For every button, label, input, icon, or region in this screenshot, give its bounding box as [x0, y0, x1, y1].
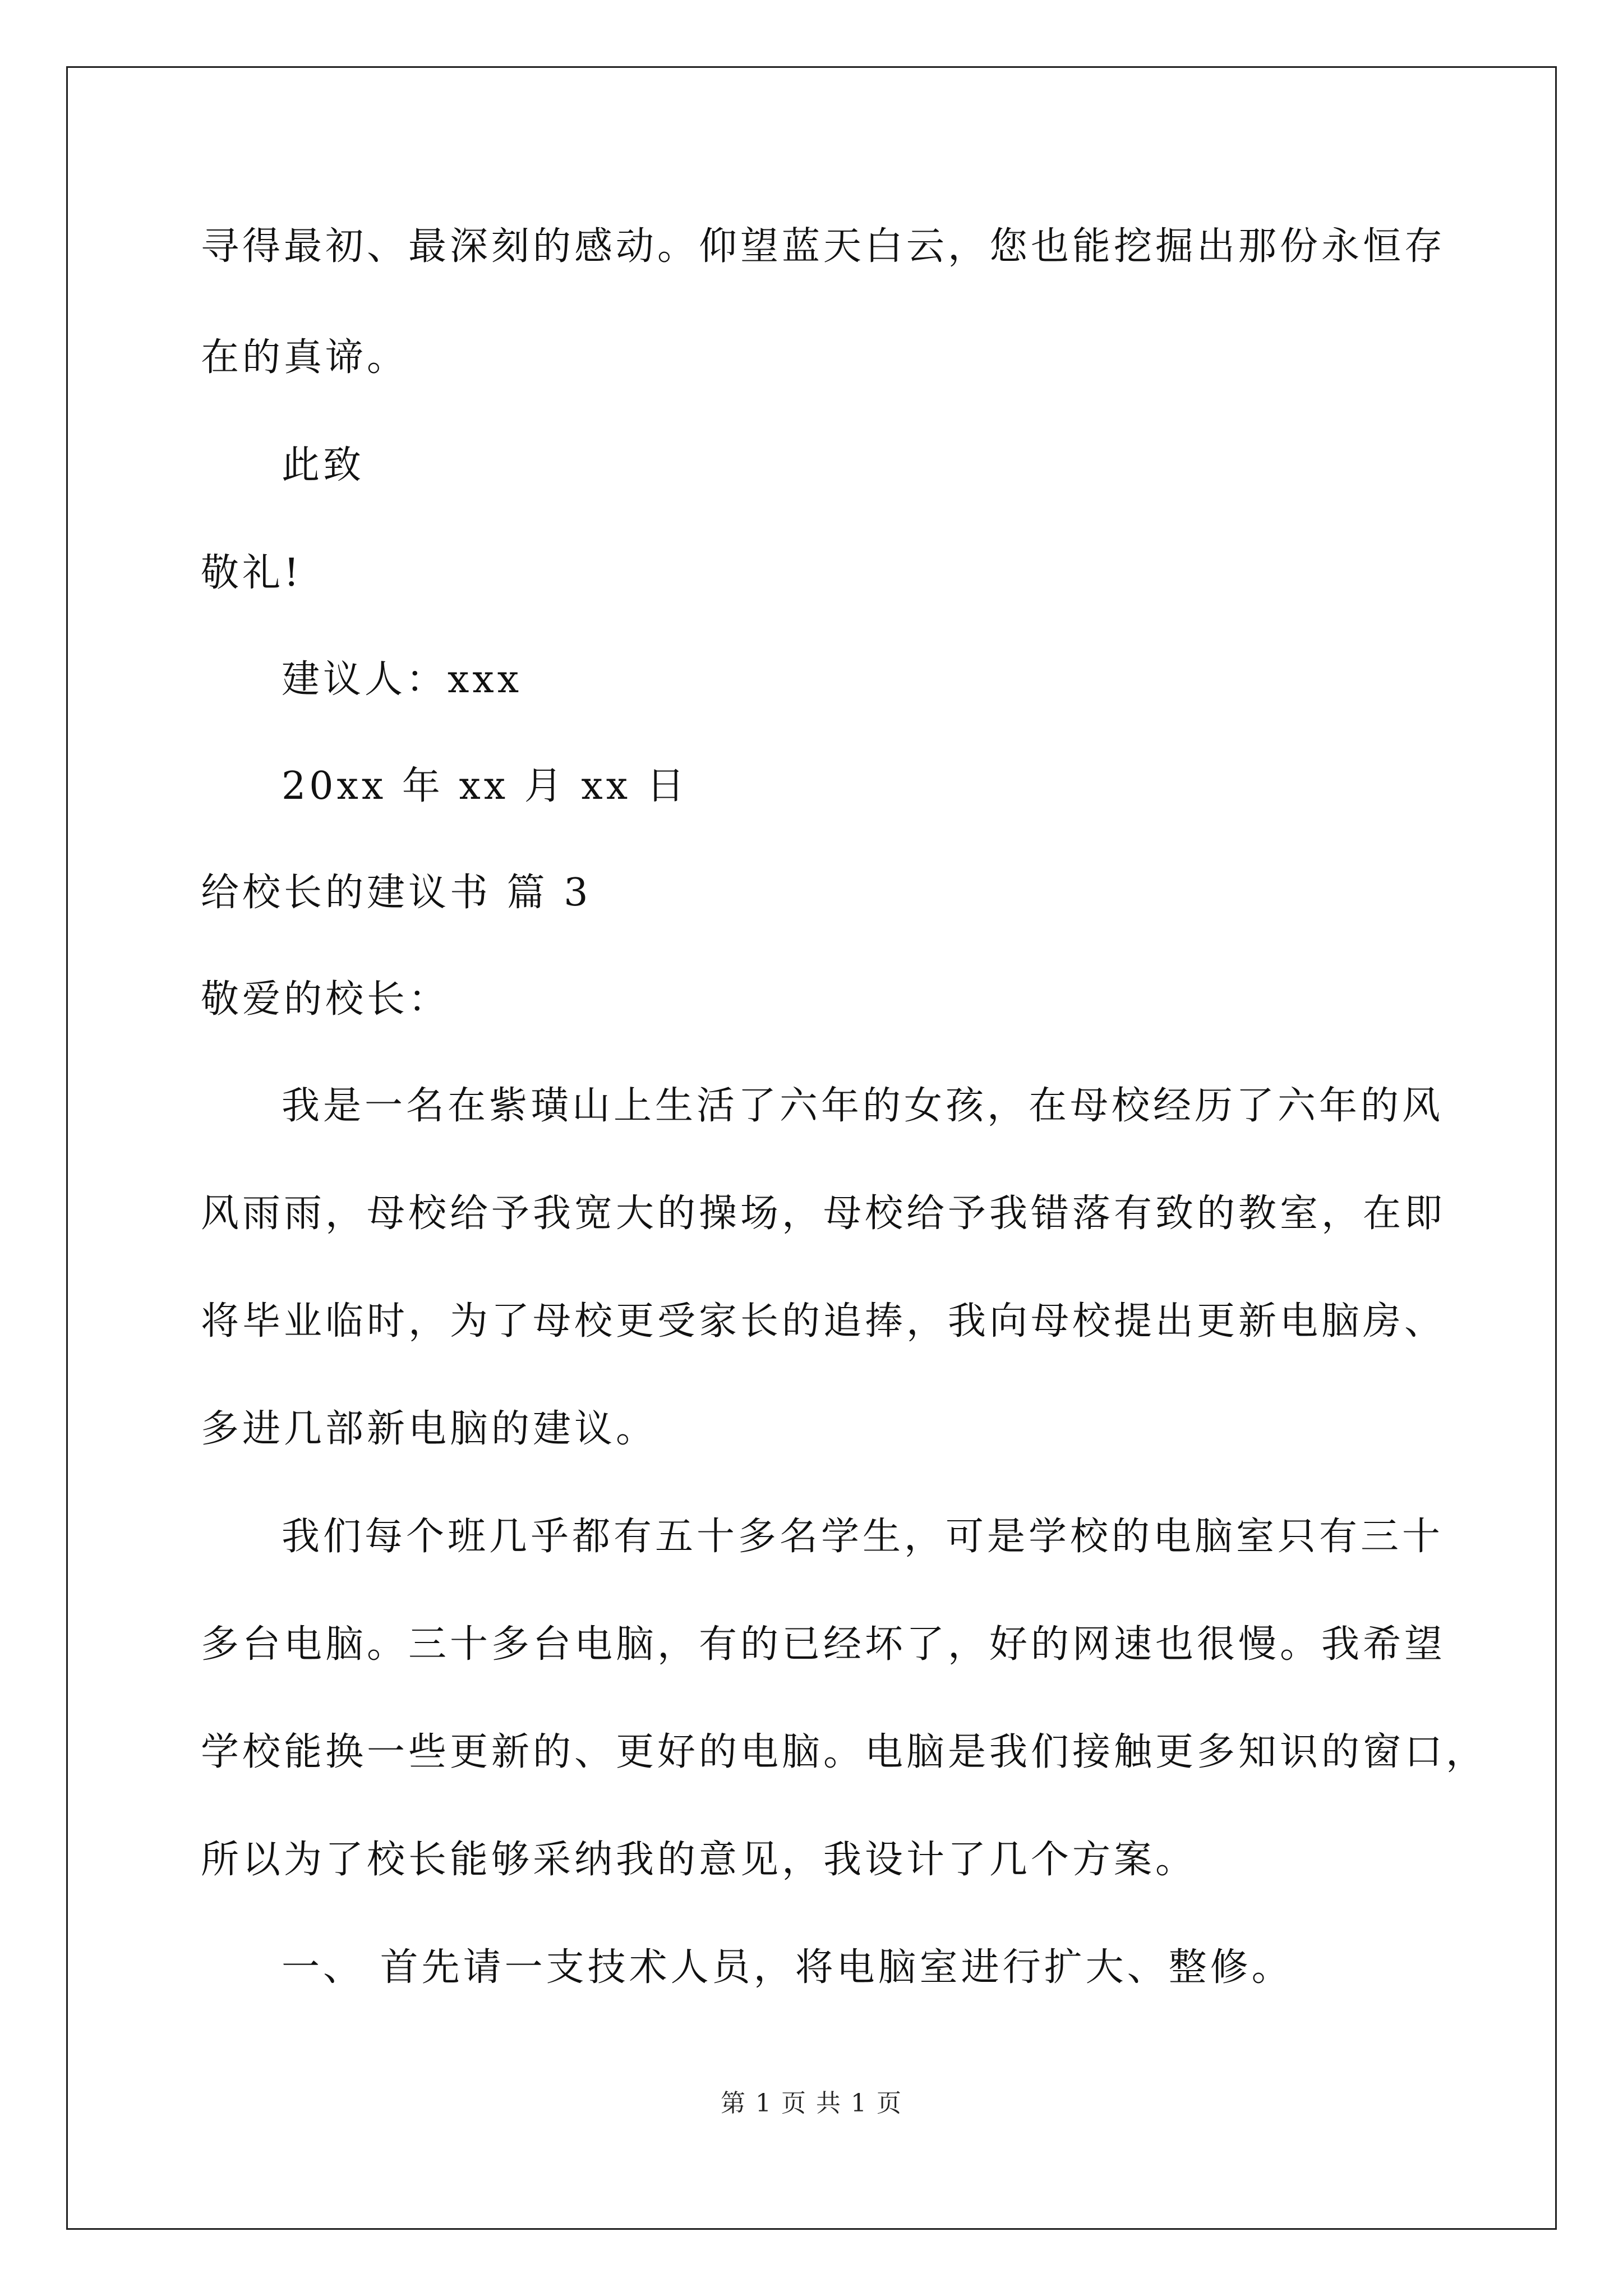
page-border: [66, 66, 1557, 2230]
paragraph-2-line-3: 学校能换一些更新的、更好的电脑。电脑是我们接触更多知识的窗口，: [201, 1730, 1488, 1774]
closing-salutation: 此致: [282, 443, 365, 487]
body-line-1: 寻得最初、最深刻的感动。仰望蓝天白云，您也能挖掘出那份永恒存: [201, 224, 1446, 269]
page-footer: 第 1 页 共 1 页: [721, 2089, 902, 2118]
paragraph-2-line-4: 所以为了校长能够采纳我的意见，我设计了几个方案。: [201, 1838, 1197, 1882]
paragraph-1-line-1: 我是一名在紫璜山上生活了六年的女孩，在母校经历了六年的风: [282, 1084, 1444, 1128]
plan-item-1: 一、 首先请一支技术人员，将电脑室进行扩大、整修。: [282, 1945, 1293, 1990]
paragraph-2-line-1: 我们每个班几乎都有五十多名学生，可是学校的电脑室只有三十: [282, 1515, 1444, 1559]
greeting-line: 敬爱的校长：: [201, 977, 450, 1022]
body-line-2: 在的真谛。: [201, 335, 409, 380]
closing-regards: 敬礼!: [201, 551, 303, 595]
paragraph-1-line-4: 多进几部新电脑的建议。: [201, 1407, 658, 1451]
section-title: 给校长的建议书 篇 3: [201, 871, 592, 915]
paragraph-1-line-2: 风雨雨，母校给予我宽大的操场，母校给予我错落有致的教室，在即: [201, 1191, 1446, 1236]
date-line: 20xx 年 xx 月 xx 日: [282, 764, 688, 808]
paragraph-2-line-2: 多台电脑。三十多台电脑，有的已经坏了，好的网速也很慢。我希望: [201, 1622, 1446, 1667]
signature-line: 建议人：xxx: [282, 657, 523, 702]
paragraph-1-line-3: 将毕业临时，为了母校更受家长的追捧，我向母校提出更新电脑房、: [201, 1299, 1446, 1343]
